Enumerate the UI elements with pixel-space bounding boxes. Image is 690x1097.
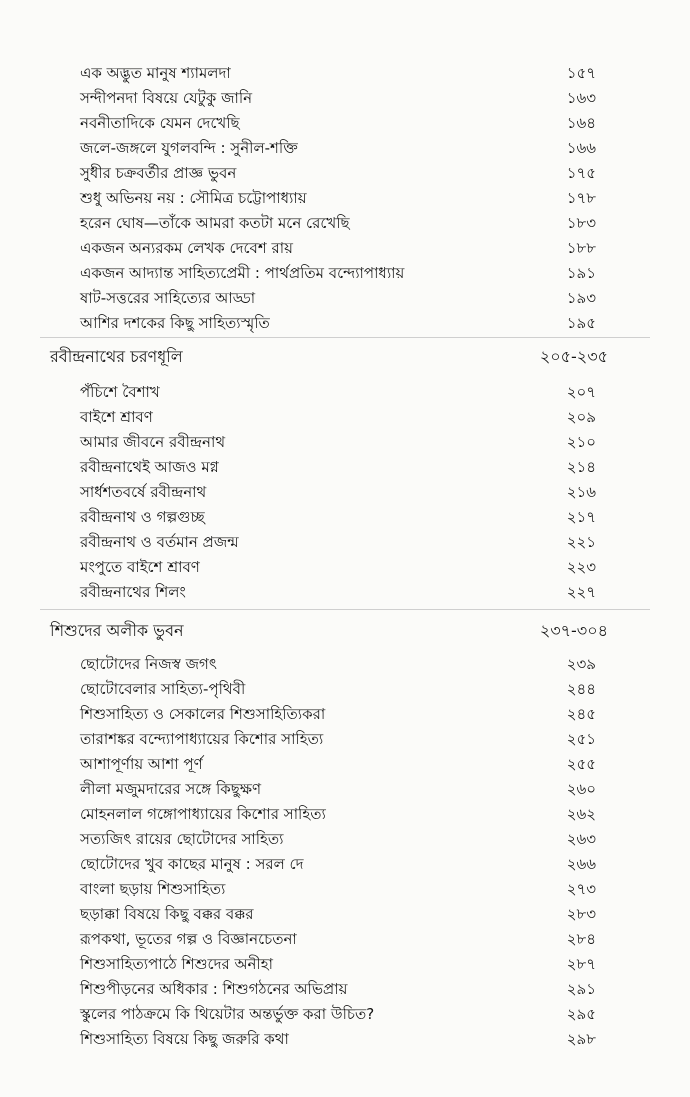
toc-entry-page: ২১৭ (566, 508, 596, 526)
section-heading: শিশুদের অলীক ভুবন (50, 621, 184, 640)
toc-entry-page: ২২৩ (566, 558, 596, 576)
toc-entry-page: ১৯১ (566, 264, 596, 282)
toc-entry-title: ছোটোবেলার সাহিত্য-পৃথিবী (80, 680, 246, 698)
toc-entry-page: ২৭৩ (566, 880, 596, 898)
toc-entry-page: ২৬০ (566, 780, 596, 798)
toc-entry-page: ২৪৪ (566, 680, 596, 698)
toc-entry-page: ১৫৭ (566, 64, 596, 82)
toc-entry-title: ছড়াক্কা বিষয়ে কিছু বক্কর বক্কর (80, 905, 254, 923)
section-heading: রবীন্দ্রনাথের চরণধূলি (50, 347, 183, 366)
toc-entry-title: বাইশে শ্রাবণ (80, 408, 153, 426)
toc-entry-page: ২২১ (566, 533, 596, 551)
toc-entry-title: রবীন্দ্রনাথেই আজও মগ্ন (80, 458, 219, 476)
toc-entry-title: তারাশঙ্কর বন্দ্যোপাধ্যায়ের কিশোর সাহিত্য (80, 730, 324, 748)
toc-entry-title: শিশুসাহিত্য বিষয়ে কিছু জরুরি কথা (80, 1030, 289, 1048)
toc-entry-title: আশাপূর্ণায় আশা পূর্ণ (80, 755, 203, 773)
toc-entry-page: ২৬৩ (566, 830, 596, 848)
toc-entry-title: ছোটোদের নিজস্ব জগৎ (80, 655, 217, 673)
toc-entry-title: আশির দশকের কিছু সাহিত্যস্মৃতি (80, 314, 270, 332)
toc-entry-page: ২৮৪ (566, 930, 596, 948)
toc-entry-title: সন্দীপনদা বিষয়ে যেটুকু জানি (80, 89, 253, 107)
section-page-range: ২৩৭-৩০৪ (539, 621, 608, 640)
toc-entry-title: হরেন ঘোষ—তাঁকে আমরা কতটা মনে রেখেছি (80, 214, 350, 232)
toc-entry-title: একজন অন্যরকম লেখক দেবেশ রায় (80, 239, 293, 257)
toc-entry-page: ২০৯ (566, 408, 596, 426)
toc-entry-page: ২২৭ (566, 583, 596, 601)
toc-entry-title: সুধীর চক্রবর্তীর প্রাজ্ঞ ভুবন (80, 164, 237, 182)
toc-entry-title: লীলা মজুমদারের সঙ্গে কিছুক্ষণ (80, 780, 262, 798)
toc-entry-title: আমার জীবনে রবীন্দ্রনাথ (80, 433, 226, 451)
toc-entry-title: ষাট-সত্তরের সাহিত্যের আড্ডা (80, 289, 256, 307)
toc-entry-page: ২০৭ (566, 383, 596, 401)
toc-entry-title: জলে-জঙ্গলে যুগলবন্দি : সুনীল-শক্তি (80, 139, 298, 157)
toc-entry-title: ছোটোদের খুব কাছের মানুষ : সরল দে (80, 855, 304, 873)
toc-entry-title: বাংলা ছড়ায় শিশুসাহিত্য (80, 880, 226, 898)
toc-entry-page: ১৮৮ (566, 239, 596, 257)
toc-entry-title: একজন আদ্যান্ত সাহিত্যপ্রেমী : পার্থপ্রতিম বন্দ্যোপাধ্যায় (80, 264, 405, 282)
toc-entry-page: ১৭৮ (566, 189, 596, 207)
toc-entry-title: স্কুলের পাঠক্রমে কি থিয়েটার অন্তর্ভুক্ত করা উচিত? (80, 1005, 375, 1023)
toc-entry-page: ১৬৬ (566, 139, 596, 157)
toc-entry-page: ১৯৩ (566, 289, 596, 307)
toc-entry-title: এক অদ্ভুত মানুষ শ্যামলদা (80, 64, 231, 82)
toc-entry-page: ১৭৫ (566, 164, 596, 182)
toc-entry-title: রবীন্দ্রনাথ ও গল্পগুচ্ছ (80, 508, 205, 526)
toc-entry-title: রবীন্দ্রনাথের শিলং (80, 583, 186, 601)
toc-entry-page: ২৪৫ (566, 705, 596, 723)
toc-entry-title: সার্ধশতবর্ষে রবীন্দ্রনাথ (80, 483, 207, 501)
toc-entry-page: ২১০ (566, 433, 596, 451)
toc-entry-page: ২১৪ (566, 458, 596, 476)
section-page-range: ২০৫-২৩৫ (539, 347, 608, 366)
toc-entry-page: ১৬৩ (566, 89, 596, 107)
toc-entry-title: পঁচিশে বৈশাখ (80, 383, 160, 401)
toc-entry-page: ২৬৬ (566, 855, 596, 873)
section-divider (40, 337, 650, 338)
toc-entry-title: মংপুতে বাইশে শ্রাবণ (80, 558, 200, 576)
toc-entry-page: ২৫১ (566, 730, 596, 748)
toc-entry-page: ২৫৫ (566, 755, 596, 773)
toc-entry-page: ১৯৫ (566, 314, 596, 332)
toc-entry-title: নবনীতাদিকে যেমন দেখেছি (80, 114, 240, 132)
toc-entry-title: শিশুসাহিত্য ও সেকালের শিশুসাহিত্যিকরা (80, 705, 326, 723)
toc-entry-title: রূপকথা, ভূতের গল্প ও বিজ্ঞানচেতনা (80, 930, 297, 948)
toc-entry-page: ২১৬ (566, 483, 596, 501)
toc-entry-title: সত্যজিৎ রায়ের ছোটোদের সাহিত্য (80, 830, 284, 848)
toc-entry-title: শিশুপীড়নের অধিকার : শিশুগঠনের অভিপ্রায় (80, 980, 348, 998)
toc-entry-page: ২৮৭ (566, 955, 596, 973)
toc-entry-page: ২৩৯ (566, 655, 596, 673)
toc-entry-title: রবীন্দ্রনাথ ও বর্তমান প্রজন্ম (80, 533, 239, 551)
toc-entry-page: ২৮৩ (566, 905, 596, 923)
toc-entry-title: শিশুসাহিত্যপাঠে শিশুদের অনীহা (80, 955, 273, 973)
toc-entry-page: ১৬৪ (566, 114, 596, 132)
toc-entry-title: মোহনলাল গঙ্গোপাধ্যায়ের কিশোর সাহিত্য (80, 805, 326, 823)
toc-entry-page: ২৯৮ (566, 1030, 596, 1048)
toc-entry-page: ২৯৫ (566, 1005, 596, 1023)
toc-entry-page: ১৮৩ (566, 214, 596, 232)
toc-entry-page: ২৯১ (566, 980, 596, 998)
section-divider (40, 609, 650, 610)
toc-entry-title: শুধু অভিনয় নয় : সৌমিত্র চট্টোপাধ্যায় (80, 189, 307, 207)
toc-entry-page: ২৬২ (566, 805, 596, 823)
